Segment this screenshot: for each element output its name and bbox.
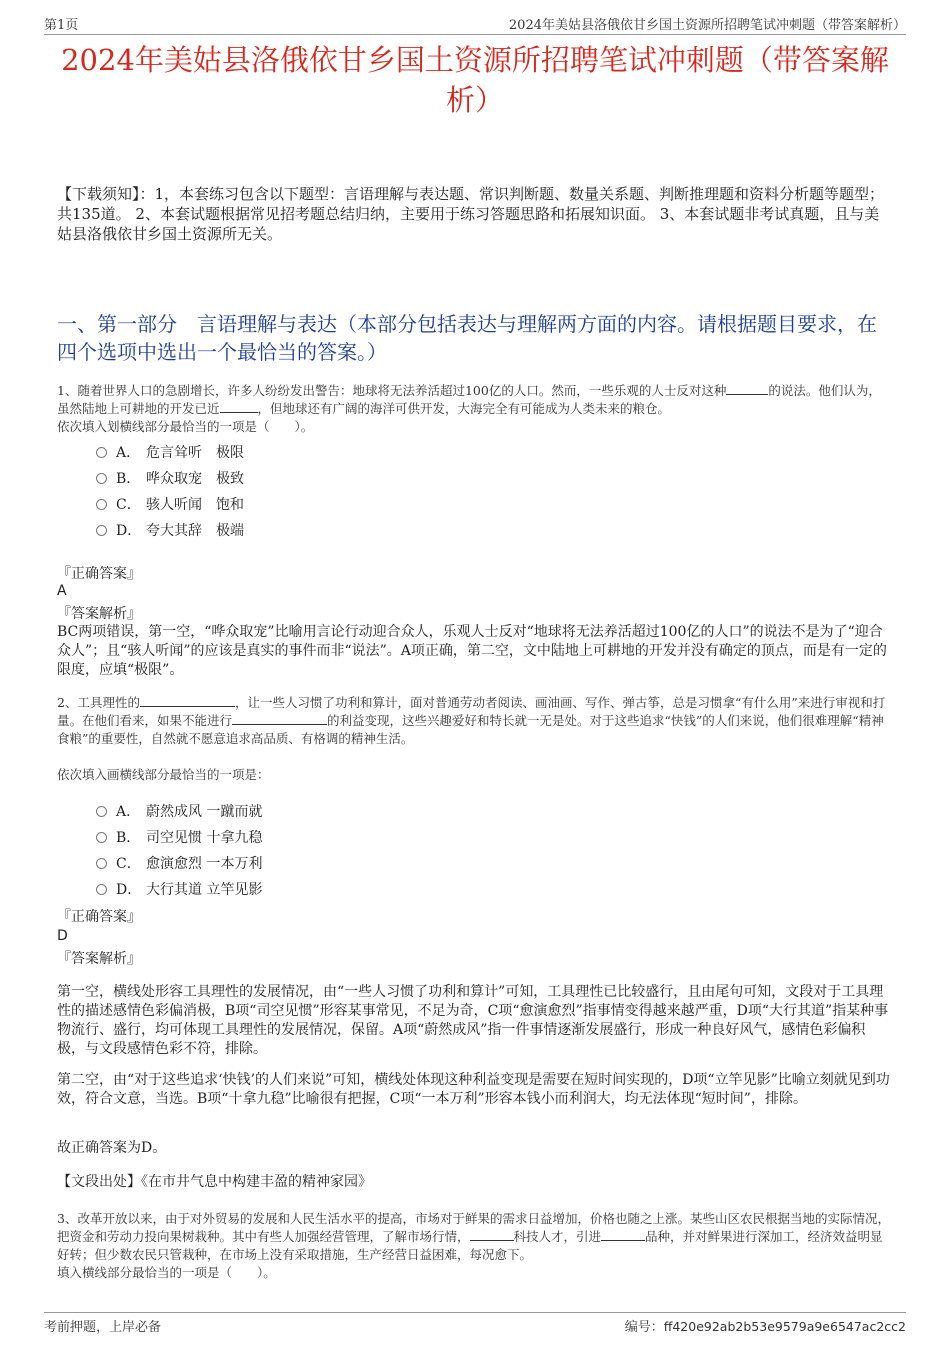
q2-option-b[interactable]: B． 司空见惯 十拿九稳 [96, 828, 262, 848]
q1-option-d[interactable]: D． 夸大其辞 极端 [96, 521, 244, 541]
q2-prompt: 依次填入画横线部分最恰当的一项是： [57, 767, 270, 782]
download-notice: 【下载须知】：1，本套练习包含以下题型：言语理解与表达题、常识判断题、数量关系题、判断推理题和资料分析题等题型；共135道。 2、本套试题根据常见招考题总结归纳，主要用于练习答题思路和拓展知识面。 3、本套试题非考试真题，且与美姑县洛俄依甘乡国土资源所无关。 [57, 185, 885, 243]
q1-blank-1 [726, 382, 768, 395]
radio-icon[interactable] [96, 884, 107, 895]
q2-option-d[interactable]: D． 大行其道 立竿见影 [96, 880, 262, 900]
q2-text-part1: 2、工具理性的 [57, 695, 140, 710]
q2-option-a[interactable]: A． 蔚然成风 一蹴而就 [96, 802, 262, 822]
radio-icon[interactable] [96, 499, 107, 510]
footer-code [625, 1316, 906, 1335]
question-1-stem [57, 382, 890, 436]
question-3-stem [57, 1210, 890, 1282]
radio-icon[interactable] [96, 473, 107, 484]
q1-text-part3: ，但地球还有广阔的海洋可供开发，大海完全有可能成为人类未来的粮仓。 [257, 401, 671, 416]
radio-icon[interactable] [96, 525, 107, 536]
document-title: 2024年美姑县洛俄依甘乡国土资源所招聘笔试冲刺题（带答案解析） [61, 43, 889, 117]
q1-analysis-label: 『答案解析』 [57, 606, 141, 622]
q3-prompt: 填入横线部分最恰当的一项是（ ）。 [57, 1265, 276, 1280]
page-header [44, 12, 906, 35]
q2-blank-1 [140, 694, 235, 707]
q3-blank-1 [470, 1228, 514, 1241]
q2-option-c[interactable]: C． 愈演愈烈 一本万利 [96, 854, 262, 874]
footer-code-label: 编号： [624, 1320, 664, 1335]
page-footer [44, 1312, 906, 1335]
footer-slogan: 考前押题，上岸必备 [44, 1320, 162, 1335]
section-title: 一、第一部分 言语理解与表达（本部分包括表达与理解两方面的内容。请根据题目要求，在四个选项中选出一个最恰当的答案。） [57, 312, 877, 364]
q2-text-part3: 的利益变现，这些兴趣爱好和特长就一无是处。对于这些追求“快钱”的人们来说，他们很难理解“精神食粮”的重要性，自然就不愿意追求高品质、有格调的精神生活。 [57, 713, 884, 746]
page-number: 第1页 [44, 18, 79, 33]
q1-option-a[interactable]: A． 危言耸听 极限 [96, 443, 244, 463]
radio-icon[interactable] [96, 806, 107, 817]
q1-prompt: 依次填入划横线部分最恰当的一项是（ ）。 [57, 419, 314, 434]
header-doc-title: 2024年美姑县洛俄依甘乡国土资源所招聘笔试冲刺题（带答案解析） [508, 18, 906, 33]
q3-text-part1: 3、改革开放以来，由于对外贸易的发展和人民生活水平的提高，市场对于鲜果的需求日益增加，价格也随之上涨。某些山区农民根据当地的实际情况，把资金和劳动力投向果树栽种。其中有些人加强经营管理，了解市场行情， [57, 1211, 890, 1244]
question-2-stem [57, 694, 890, 748]
q2-source [57, 1173, 892, 1192]
q3-text-part3: 品种，并对鲜果进行深加工，经济效益明显好转；但少数农民只管栽种，在市场上没有采取措施，生产经营日益困难，每况愈下。 [57, 1229, 883, 1262]
q2-analysis-paragraph-1: 第一空，横线处形容工具理性的发展情况，由“一些人习惯了功利和算计”可知，工具理性已比较盛行，且由尾句可知，文段对于工具理性的描述感情色彩偏消极，B项“司空见惯”形容某事常见，不足为奇，C项“愈演愈烈”指事情变得越来越严重，D项“大行其道”指某种事物流行、盛行，均可体现工具理性的发展情况，保留。A项“蔚然成风”指一件事情逐渐发展盛行，形成一种良好风气，感情色彩偏积极，与文段感情色彩不符，排除。 [57, 984, 889, 1057]
q1-option-c[interactable]: C． 骇人听闻 饱和 [96, 495, 244, 515]
q1-answer: A [57, 583, 67, 599]
q1-correct-label: 『正确答案』 [57, 566, 141, 582]
q1-blank-2 [220, 400, 258, 413]
q2-analysis-label: 『答案解析』 [57, 951, 141, 967]
q3-text-part2: 科技人才，引进 [513, 1229, 602, 1244]
q3-blank-2 [601, 1228, 645, 1241]
q1-analysis: BC两项错误，第一空，“哗众取宠”比喻用言论行动迎合众人，乐观人士反对“地球将无法养活超过100亿的人口”的说法不是为了“迎合众人”；且“骇人听闻”的应该是真实的事件而非“说法”。A项正确，第二空，文中陆地上可耕地的开发并没有确定的顶点，而是有一定的限度，应填“极限”。 [57, 624, 887, 678]
radio-icon[interactable] [96, 447, 107, 458]
q1-text-part2: 的说法。他们认为，虽然陆地上可耕地的开发已近 [57, 383, 881, 416]
q2-conclusion: 故正确答案为D。 [57, 1140, 167, 1156]
q2-answer: D [57, 928, 68, 944]
q2-text-part2: ，让一些人习惯了功利和算计，面对普通劳动者阅读、画油画、写作、弹古筝，总是习惯拿“有什么用”来进行审视和打量。在他们看来，如果不能进行 [57, 695, 886, 728]
q2-analysis-paragraph-2: 第二空，由“对于这些追求‘快钱’的人们来说”可知，横线处体现这种利益变现是需要在短时间实现的，D项“立竿见影”比喻立刻就见到功效，符合文意，当选。B项“十拿九稳”比喻很有把握，C项“一本万利”形容本钱小而利润大，均无法体现“短时间”，排除。 [57, 1072, 890, 1107]
q2-blank-2 [232, 712, 327, 725]
q2-source-label: 【文段出处】 [57, 1174, 141, 1190]
q2-correct-label: 『正确答案』 [57, 909, 141, 925]
q1-option-b[interactable]: B． 哗众取宠 极致 [96, 469, 244, 489]
radio-icon[interactable] [96, 832, 107, 843]
q1-text-part1: 1、随着世界人口的急剧增长，许多人纷纷发出警告：地球将无法养活超过100亿的人口。然而，一些乐观的人士反对这种 [57, 383, 727, 398]
footer-code-value: ff420e92ab2b53e9579a9e6547ac2cc2 [663, 1319, 906, 1334]
q2-source-title: 《在市井气息中构建丰盈的精神家园》 [141, 1174, 372, 1190]
radio-icon[interactable] [96, 858, 107, 869]
